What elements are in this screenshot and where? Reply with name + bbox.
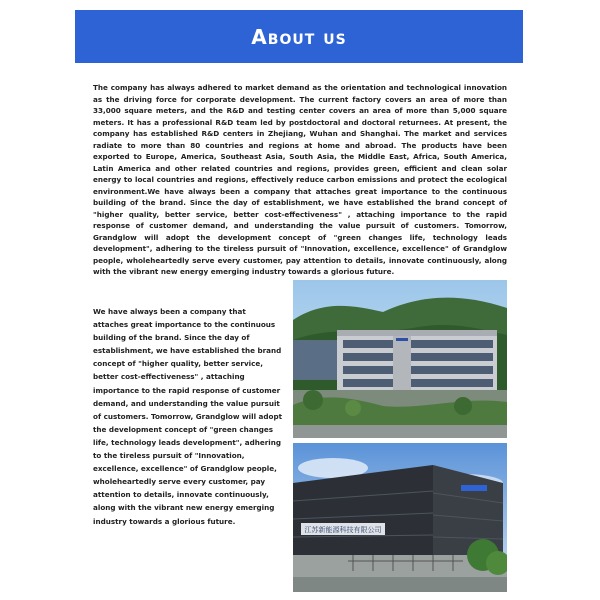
page-title: About us bbox=[251, 24, 347, 49]
title-banner bbox=[75, 10, 523, 63]
factory-building-photo bbox=[293, 443, 507, 592]
factory-sign-text: 江苏新能源科技有限公司 bbox=[304, 526, 382, 534]
office-building-photo bbox=[293, 280, 507, 438]
intro-paragraph: The company has always adhered to market demand as the orientation and technological innovation as the driving force for corporate development. The current factory covers an area of more than 33,000 square meters, and the R&D and testing center covers an area of more than 5,000 square meters. It has a professional R&D team led by postdoctoral and doctoral returnees. At present, the company has established R&D centers in Zhejiang, Wuhan and Shanghai. The market and services radiate to more than 80 countries and regions at home and abroad. The products have been exported to Europe, America, Southeast Asia, South Asia, the Middle East, Africa, South America, Latin America and other related countries and regions, provides green, efficient and clean solar energy to local countries and regions, effectively reduce carbon emissions and protect the ecological environment.We have always been a company that attaches great importance to the continuous building of the brand. Since the day of establishment, we have established the brand concept of "higher quality, better service, better cost-effectiveness" , attaching importance to the rapid response of customer demand, and understanding the value pursuit of customers. Tomorrow, Grandglow will adopt the development concept of "green changes life, technology leads development", adhering to the tireless pursuit of "Innovation, excellence, excellence" of Grandglow people, wholeheartedly serve every customer, pay attention to details, innovate continuously, along with the vibrant new energy emerging industry towards a glorious future. bbox=[93, 83, 507, 276]
side-paragraph: We have always been a company that attaches great importance to the continuous building of the brand. Since the day of establishment, we have established the brand concept of "higher quality, better service, better cost-effectiveness" , attaching importance to the rapid response of customer demand, and understanding the value pursuit of customers. Tomorrow, Grandglow will adopt the development concept of "green changes life, technology leads development", adhering to the tireless pursuit of "Innovation, excellence, excellence" of Grandglow people, wholeheartedly serve every customer, pay attention to details, innovate continuously, along with the vibrant new energy emerging industry towards a glorious future. bbox=[93, 307, 283, 526]
